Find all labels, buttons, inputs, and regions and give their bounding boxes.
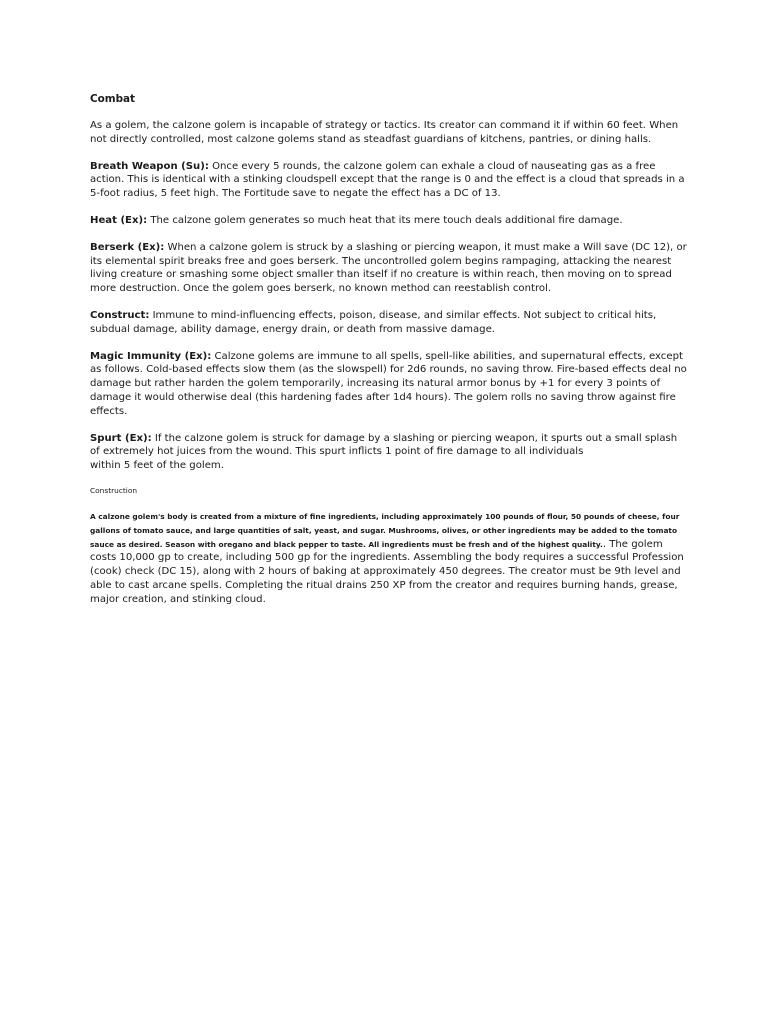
ability-text: When a calzone golem is struck by a slashing or piercing weapon, it must make a Will save (DC 12), or its elemental spirit breaks free and goes berserk. The uncontrolled golem begins rampaging, attacking the nearest living creature or smashing some object smaller than itself if no creature is within reach, then moving on to spread more destruction. Once the golem goes berserk, no known method can reestablish control. xyxy=(90,241,687,295)
ability-term: Magic Immunity (Ex): xyxy=(90,350,212,362)
ability-term: Berserk (Ex): xyxy=(90,241,165,253)
ability-term: Construct: xyxy=(90,309,150,321)
ability-construct xyxy=(90,309,690,337)
ability-text: The calzone golem generates so much heat that its mere touch deals additional fire damage. xyxy=(147,214,623,226)
ability-term: Breath Weapon (Su): xyxy=(90,160,209,172)
ability-text: Once every 5 rounds, the calzone golem can exhale a cloud of nauseating gas as a free action. This is identical with a stinking cloudspell except that the range is 0 and the effect is a cloud that spreads in a 5-foot radius, 5 feet high. The Fortitude save to negate the effect has a DC of 13. xyxy=(90,160,685,200)
combat-intro: As a golem, the calzone golem is incapable of strategy or tactics. Its creator can command it if within 60 feet. When not directly controlled, most calzone golems stand as steadfast guardians of kitchens, pantries, or dining halls. xyxy=(90,120,679,145)
ability-term: Heat (Ex): xyxy=(90,214,148,226)
construction-paragraph xyxy=(90,510,690,607)
ability-berserk xyxy=(90,241,690,296)
ability-spurt xyxy=(90,432,690,473)
document-body xyxy=(90,92,690,607)
ability-breath-weapon xyxy=(90,160,690,201)
construction-heading: Construction xyxy=(90,485,138,495)
construction-body: . The golem costs 10,000 gp to create, including 500 gp for the ingredients. Assembling the body requires a successful Profession (cook) check (DC 15), along with 2 hours of baking at approximately 450 degrees. The creator must be 9th level and able to cast arcane spells. Completing the ritual drains 250 XP from the creator and requires burning hands, grease, major creation, and stinking cloud. xyxy=(90,538,684,605)
construction-fine-print: A calzone golem's body is created from a mixture of fine ingredients, including approximately 100 pounds of flour, 50 pounds of cheese, four gallons of tomato sauce, and large quantities of salt, yeast, and sugar. Mushrooms, olives, or other ingredients may be added to the tomato sauce as desired. Season with oregano and black pepper to taste. All ingredients must be fresh and of the highest quality. xyxy=(90,511,680,549)
ability-magic-immunity xyxy=(90,350,690,419)
ability-heat xyxy=(90,214,690,228)
combat-heading: Combat xyxy=(90,93,136,105)
ability-term: Spurt (Ex): xyxy=(90,432,152,444)
ability-text: Calzone golems are immune to all spells, spell-like abilities, and supernatural effects, except as follows. Cold-based effects slow them (as the slowspell) for 2d6 rounds, no saving throw. Fire-based effects deal no damage but rather harden the golem temporarily, increasing its natural armor bonus by +1 for every 3 points of damage it would otherwise deal (this hardening fades after 1d4 hours). The golem rolls no saving throw against fire effects. xyxy=(90,350,687,417)
ability-text: If the calzone golem is struck for damage by a slashing or piercing weapon, it spurts out a small splash of extremely hot juices from the wound. This spurt inflicts 1 point of fire damage to all individuals xyxy=(90,432,678,458)
ability-text: Immune to mind-influencing effects, poison, disease, and similar effects. Not subject to critical hits, subdual damage, ability damage, energy drain, or death from massive damage. xyxy=(90,309,657,335)
ability-text-end: within 5 feet of the golem. xyxy=(90,460,224,472)
